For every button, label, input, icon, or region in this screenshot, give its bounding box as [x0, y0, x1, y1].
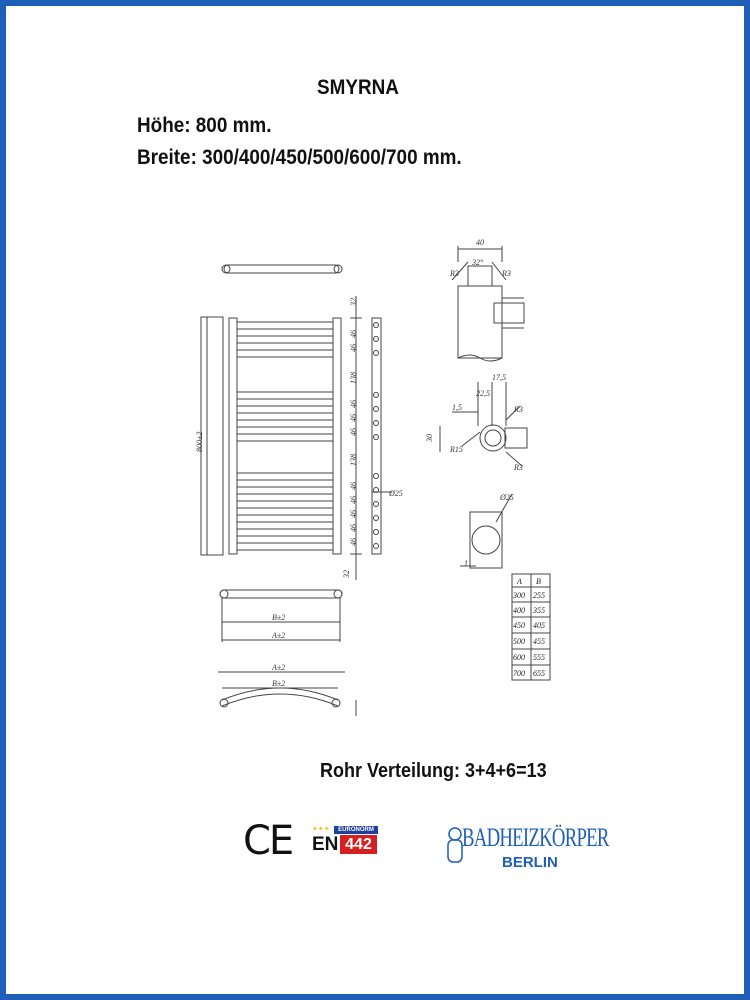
table-cell: 600	[513, 653, 525, 662]
height-label: 800±2	[195, 431, 204, 452]
front-left-tube	[229, 318, 237, 554]
tube-distribution: Rohr Verteilung: 3+4+6=13	[320, 760, 547, 782]
spacing-label: 46	[349, 510, 358, 518]
detail-phi25: Ø25	[500, 493, 514, 502]
top-view-end-left	[222, 265, 230, 273]
spacing-label: 46	[349, 524, 358, 532]
spacing-label: 46	[349, 482, 358, 490]
brand-name-bottom: BERLIN	[502, 854, 558, 871]
detail-1-5: 1,5	[452, 403, 462, 412]
table-header-b: B	[536, 577, 541, 586]
table-cell: 405	[533, 621, 545, 630]
detail-22-5: 22,5	[476, 389, 490, 398]
dim-top: 32	[349, 298, 358, 306]
table-cell: 555	[533, 653, 545, 662]
table-cell: 355	[533, 606, 545, 615]
spacing-label: 46	[349, 538, 358, 546]
product-title: SMYRNA	[317, 76, 399, 99]
en442-badge	[312, 826, 378, 856]
en-label: EN	[312, 834, 339, 855]
detail-pipe-section	[452, 246, 524, 361]
spacing-label: 46	[349, 496, 358, 504]
top-view-bar	[224, 265, 339, 273]
detail-r3: R3	[514, 405, 523, 414]
detail-30: 30	[425, 434, 434, 442]
tube-group-bottom	[237, 473, 333, 550]
dim-bottom: 32	[342, 570, 351, 578]
front-right-tube	[333, 318, 341, 554]
detail-r3: R3	[502, 269, 511, 278]
label-b: B±2	[272, 679, 286, 688]
table-cell: 255	[533, 591, 545, 600]
table-cell: 400	[513, 606, 525, 615]
detail-endcap	[460, 494, 512, 568]
table-cell: 700	[513, 669, 525, 678]
detail-17-5: 17,5	[492, 373, 506, 382]
side-column	[201, 317, 223, 555]
height-spec: Höhe: 800 mm.	[137, 114, 272, 137]
spacing-label: 46	[349, 428, 358, 436]
detail-r15: R15	[450, 445, 463, 454]
table-cell: 455	[533, 637, 545, 646]
detail-r3: R3	[450, 269, 459, 278]
brand-name-top: BADHEIZKÖRPER	[462, 823, 609, 852]
spacing-label: 46	[349, 344, 358, 352]
detail-r3: R3	[514, 463, 523, 472]
table-cell: 500	[513, 637, 525, 646]
table-cell: 655	[533, 669, 545, 678]
label-a: A±2	[272, 631, 286, 640]
spacing-label: 138	[349, 372, 358, 384]
detail-angle: 32°	[472, 258, 484, 267]
table-header-a: A	[517, 577, 522, 586]
eu-stars-icon: ✦✦✦	[312, 826, 330, 833]
bottom-view-bar	[220, 590, 342, 598]
en-euronorm-label: EURONORM	[334, 826, 378, 834]
spacing-label: 46	[349, 414, 358, 422]
brand-logo	[444, 820, 609, 876]
table-cell: 300	[513, 591, 525, 600]
en-number: 442	[340, 835, 377, 854]
spacing-label: 46	[349, 330, 358, 338]
pipe-diameter: Ø25	[389, 489, 403, 498]
label-b: B±2	[272, 613, 286, 622]
spacing-label: 138	[349, 454, 358, 466]
label-a: A±2	[272, 663, 286, 672]
detail-width: 40	[476, 238, 484, 247]
spacing-label: 46	[349, 400, 358, 408]
tube-group-top	[237, 322, 333, 357]
detail-1: 1	[464, 559, 468, 568]
ce-mark-icon: CE	[243, 818, 293, 864]
width-spec: Breite: 300/400/450/500/600/700 mm.	[137, 146, 462, 169]
table-cell: 450	[513, 621, 525, 630]
tube-group-middle	[237, 392, 333, 441]
